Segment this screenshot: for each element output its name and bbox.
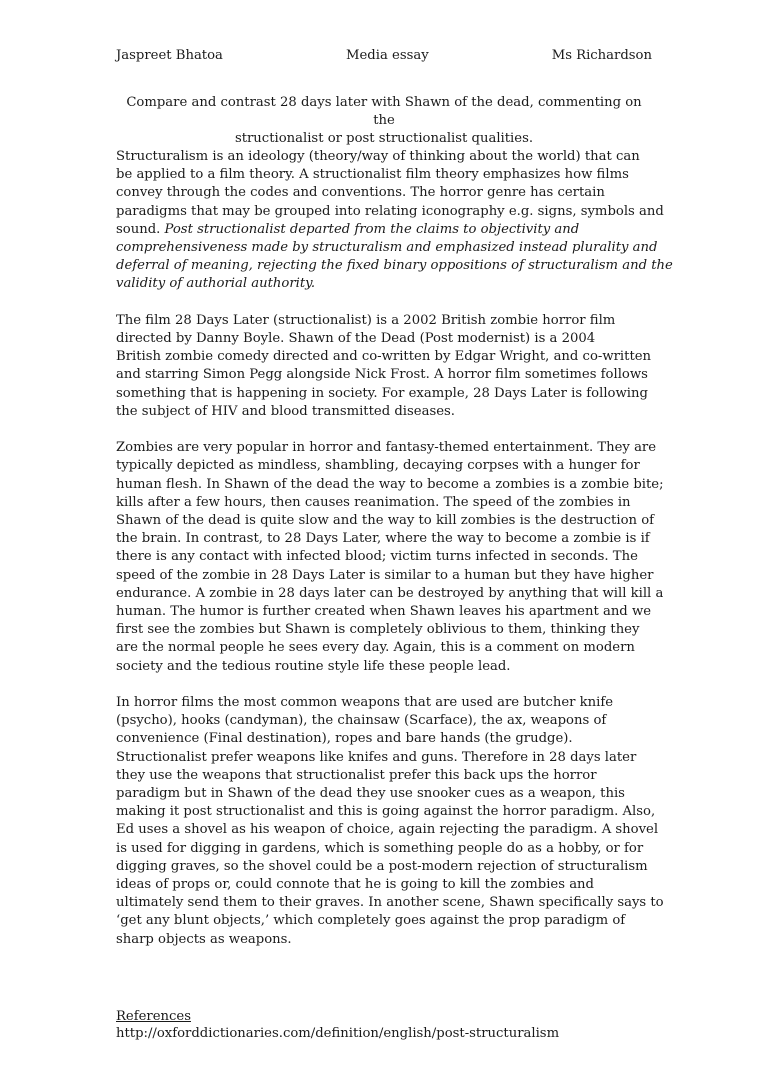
text-line: human. The humor is further created when Shawn leaves his apartment and we xyxy=(116,604,652,620)
document-type: Media essay xyxy=(346,48,429,63)
teacher-name: Ms Richardson xyxy=(551,48,652,63)
text-line: are the normal people he sees every day. Again, this is a comment on modern xyxy=(116,640,635,656)
paragraph-structuralism xyxy=(116,148,673,294)
italic-text-line: deferral of meaning, rejecting the fixed binary oppositions of structuralism and the xyxy=(116,258,673,274)
italic-text-segment: Post structionalist departed from the claims to objectivity and xyxy=(164,221,580,237)
references-heading: References xyxy=(116,1009,191,1024)
text-line: paradigm but in Shawn of the dead they use snooker cues as a weapon, this xyxy=(116,786,625,802)
text-line: the subject of HIV and blood transmitted diseases. xyxy=(116,403,455,419)
text-line: (psycho), hooks (candyman), the chainsaw (Scarface), the ax, weapons of xyxy=(116,713,607,729)
text-line: Zombies are very popular in horror and fantasy-themed entertainment. They are xyxy=(116,440,657,456)
text-line: be applied to a film theory. A structionalist film theory emphasizes how films xyxy=(116,167,629,183)
italic-text-line: comprehensiveness made by structuralism and emphasized instead plurality and xyxy=(116,240,658,256)
text-line: directed by Danny Boyle. Shawn of the Dead (Post modernist) is a 2004 xyxy=(116,331,596,347)
text-line: speed of the zombie in 28 Days Later is similar to a human but they have higher xyxy=(116,567,654,583)
text-line: something that is happening in society. For example, 28 Days Later is following xyxy=(116,385,648,401)
text-line: they use the weapons that structionalist prefer this back ups the horror xyxy=(116,767,597,783)
text-line: ultimately send them to their graves. In another scene, Shawn specifically says to xyxy=(116,895,664,911)
essay-title xyxy=(116,94,652,148)
reference-link[interactable]: http://oxforddictionaries.com/definition/english/post-structuralism xyxy=(116,1026,560,1041)
title-line-1: Compare and contrast 28 days later with Shawn of the dead, commenting on the xyxy=(126,95,642,128)
text-line: ‘get any blunt objects,’ which completely goes against the prop paradigm of xyxy=(116,913,626,929)
page-header xyxy=(116,46,652,66)
text-line: kills after a few hours, then causes reanimation. The speed of the zombies in xyxy=(116,494,631,510)
text-line: paradigms that may be grouped into relating iconography e.g. signs, symbols and xyxy=(116,203,664,219)
text-segment: sound. xyxy=(116,221,165,237)
text-line: and starring Simon Pegg alongside Nick Frost. A horror film sometimes follows xyxy=(116,367,648,383)
text-line: the brain. In contrast, to 28 Days Later, where the way to become a zombie is if xyxy=(116,531,650,547)
text-line: society and the tedious routine style life these people lead. xyxy=(116,658,511,674)
paragraph-weapons xyxy=(116,694,664,949)
text-line: first see the zombies but Shawn is completely oblivious to them, thinking they xyxy=(116,622,640,638)
text-line: making it post structionalist and this is going against the horror paradigm. Also, xyxy=(116,804,656,820)
text-line: In horror films the most common weapons that are used are butcher knife xyxy=(116,695,614,711)
text-line: digging graves, so the shovel could be a post-modern rejection of structuralism xyxy=(116,858,648,874)
text-line: endurance. A zombie in 28 days later can be destroyed by anything that will kill a xyxy=(116,585,664,601)
text-line: typically depicted as mindless, shambling, decaying corpses with a hunger for xyxy=(116,458,640,474)
text-line: convenience (Final destination), ropes and bare hands (the grudge). xyxy=(116,731,573,747)
text-line: Ed uses a shovel as his weapon of choice, again rejecting the paradigm. A shovel xyxy=(116,822,659,838)
text-line: human flesh. In Shawn of the dead the way to become a zombies is a zombie bite; xyxy=(116,476,664,492)
text-line: British zombie comedy directed and co-written by Edgar Wright, and co-written xyxy=(116,349,652,365)
text-line: Shawn of the dead is quite slow and the way to kill zombies is the destruction of xyxy=(116,513,655,529)
text-line: The film 28 Days Later (structionalist) is a 2002 British zombie horror film xyxy=(116,312,616,328)
text-line: there is any contact with infected blood; victim turns infected in seconds. The xyxy=(116,549,638,565)
paragraph-films-intro xyxy=(116,312,652,421)
text-line: sharp objects as weapons. xyxy=(116,931,292,947)
text-line: convey through the codes and conventions. The horror genre has certain xyxy=(116,185,605,201)
text-line: ideas of props or, could connote that he is going to kill the zombies and xyxy=(116,877,594,893)
essay-body xyxy=(116,148,673,967)
italic-text-line: validity of authorial authority. xyxy=(116,276,316,292)
text-line: Structionalist prefer weapons like knifes and guns. Therefore in 28 days later xyxy=(116,749,637,765)
text-line: is used for digging in gardens, which is something people do as a hobby, or for xyxy=(116,840,644,856)
text-line xyxy=(116,221,652,239)
references-section xyxy=(116,1008,652,1042)
author-name: Jaspreet Bhatoa xyxy=(116,48,223,63)
paragraph-zombies xyxy=(116,439,664,676)
text-line: Structuralism is an ideology (theory/way of thinking about the world) that can xyxy=(116,149,640,164)
title-line-2: structionalist or post structionalist qualities. xyxy=(234,131,534,146)
